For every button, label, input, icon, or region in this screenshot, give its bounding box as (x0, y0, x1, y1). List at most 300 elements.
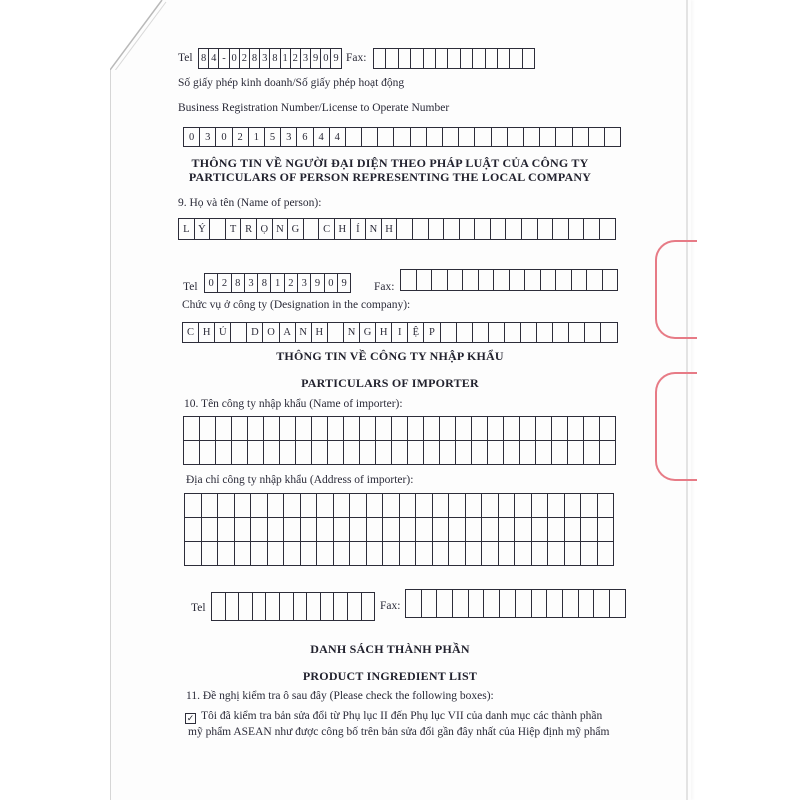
char-box[interactable] (563, 589, 579, 618)
char-box[interactable] (506, 218, 522, 240)
char-box[interactable]: R (241, 218, 257, 240)
char-box[interactable] (448, 48, 460, 69)
char-box[interactable] (284, 494, 301, 518)
char-box[interactable] (411, 127, 427, 147)
char-box[interactable] (232, 441, 248, 465)
char-box[interactable] (552, 441, 568, 465)
char-box[interactable] (548, 494, 565, 518)
char-box[interactable]: 3 (298, 273, 311, 293)
char-box[interactable] (218, 542, 235, 566)
char-box[interactable] (505, 322, 521, 343)
char-box[interactable] (284, 518, 301, 542)
char-box[interactable] (202, 542, 219, 566)
char-box[interactable]: 2 (291, 48, 301, 69)
importer-tel-boxes[interactable] (211, 592, 375, 621)
char-box[interactable] (264, 417, 280, 441)
char-box[interactable]: G (288, 218, 304, 240)
char-box[interactable]: H (335, 218, 351, 240)
char-box[interactable] (417, 269, 433, 291)
char-box[interactable] (463, 269, 479, 291)
char-box[interactable]: O (263, 322, 279, 343)
char-box[interactable]: I (392, 322, 408, 343)
char-box[interactable] (488, 417, 504, 441)
char-box[interactable]: 3 (281, 127, 297, 147)
char-box[interactable]: 2 (233, 127, 249, 147)
char-box[interactable] (210, 218, 226, 240)
char-box[interactable]: Ệ (408, 322, 424, 343)
char-box[interactable] (541, 269, 557, 291)
char-box[interactable] (460, 218, 476, 240)
char-box[interactable] (360, 417, 376, 441)
char-box[interactable] (374, 48, 386, 69)
char-box[interactable]: C (319, 218, 335, 240)
char-box[interactable] (328, 417, 344, 441)
char-box[interactable] (416, 494, 433, 518)
char-box[interactable]: 8 (258, 273, 271, 293)
char-box[interactable] (589, 127, 605, 147)
char-box[interactable]: 3 (301, 48, 311, 69)
char-box[interactable]: 4 (330, 127, 346, 147)
char-box[interactable] (296, 441, 312, 465)
char-box[interactable] (296, 417, 312, 441)
char-box[interactable] (362, 592, 376, 621)
char-box[interactable] (424, 48, 436, 69)
char-box[interactable] (437, 589, 453, 618)
char-box[interactable] (266, 592, 280, 621)
char-box[interactable] (522, 218, 538, 240)
char-box[interactable] (264, 441, 280, 465)
char-box[interactable] (510, 48, 522, 69)
char-box[interactable] (394, 127, 410, 147)
char-box[interactable]: 0 (184, 127, 200, 147)
char-box[interactable]: 4 (314, 127, 330, 147)
char-box[interactable]: D (247, 322, 263, 343)
char-box[interactable] (482, 494, 499, 518)
char-box[interactable] (556, 127, 572, 147)
char-box[interactable] (448, 269, 464, 291)
char-box[interactable] (334, 494, 351, 518)
char-box[interactable] (486, 48, 498, 69)
char-box[interactable]: 9 (311, 48, 321, 69)
char-box[interactable] (411, 48, 423, 69)
char-box[interactable]: 8 (199, 48, 209, 69)
top-tel-boxes[interactable] (198, 48, 342, 69)
char-box[interactable] (334, 518, 351, 542)
char-box[interactable] (494, 269, 510, 291)
char-box[interactable] (350, 542, 367, 566)
char-box[interactable] (367, 542, 384, 566)
char-box[interactable]: 3 (200, 127, 216, 147)
char-box[interactable] (585, 322, 601, 343)
char-box[interactable] (500, 589, 516, 618)
char-box[interactable] (304, 218, 320, 240)
char-box[interactable] (185, 542, 202, 566)
char-box[interactable] (424, 441, 440, 465)
designation-boxes[interactable] (182, 322, 618, 343)
char-box[interactable] (235, 518, 252, 542)
char-box[interactable] (610, 589, 626, 618)
char-box[interactable] (456, 441, 472, 465)
char-box[interactable]: 6 (297, 127, 313, 147)
char-box[interactable] (466, 518, 483, 542)
char-box[interactable] (598, 542, 615, 566)
char-box[interactable]: 1 (281, 48, 291, 69)
char-box[interactable] (598, 518, 615, 542)
char-box[interactable] (532, 518, 549, 542)
char-box[interactable] (472, 417, 488, 441)
char-box[interactable] (579, 589, 595, 618)
char-box[interactable] (427, 127, 443, 147)
char-box[interactable] (185, 518, 202, 542)
char-box[interactable] (520, 417, 536, 441)
char-box[interactable] (202, 518, 219, 542)
char-box[interactable] (383, 518, 400, 542)
char-box[interactable] (598, 494, 615, 518)
char-box[interactable] (334, 542, 351, 566)
char-box[interactable] (569, 322, 585, 343)
char-box[interactable]: 1 (249, 127, 265, 147)
char-box[interactable] (532, 589, 548, 618)
char-box[interactable] (350, 494, 367, 518)
char-box[interactable] (573, 127, 589, 147)
char-box[interactable] (350, 518, 367, 542)
char-box[interactable]: P (424, 322, 440, 343)
char-box[interactable] (392, 441, 408, 465)
char-box[interactable] (226, 592, 240, 621)
char-box[interactable]: C (183, 322, 199, 343)
char-box[interactable] (383, 494, 400, 518)
char-box[interactable] (538, 218, 554, 240)
char-box[interactable]: 0 (230, 48, 240, 69)
char-box[interactable] (600, 417, 616, 441)
char-box[interactable] (532, 494, 549, 518)
char-box[interactable] (553, 218, 569, 240)
char-box[interactable] (360, 441, 376, 465)
char-box[interactable] (443, 127, 459, 147)
char-box[interactable] (600, 218, 616, 240)
char-box[interactable]: N (366, 218, 382, 240)
char-box[interactable] (218, 494, 235, 518)
char-box[interactable]: H (382, 218, 398, 240)
char-box[interactable] (301, 542, 318, 566)
char-box[interactable] (484, 589, 500, 618)
char-box[interactable] (235, 542, 252, 566)
char-box[interactable] (383, 542, 400, 566)
char-box[interactable] (307, 592, 321, 621)
char-box[interactable] (565, 542, 582, 566)
char-box[interactable] (424, 417, 440, 441)
char-box[interactable] (568, 441, 584, 465)
char-box[interactable] (449, 494, 466, 518)
char-box[interactable] (408, 417, 424, 441)
char-box[interactable]: 0 (321, 48, 331, 69)
char-box[interactable] (537, 322, 553, 343)
char-box[interactable] (440, 441, 456, 465)
char-box[interactable] (334, 592, 348, 621)
char-box[interactable] (492, 127, 508, 147)
char-box[interactable] (473, 322, 489, 343)
char-box[interactable]: 1 (271, 273, 284, 293)
char-box[interactable] (436, 48, 448, 69)
char-box[interactable] (510, 269, 526, 291)
char-box[interactable] (376, 417, 392, 441)
char-box[interactable] (601, 322, 617, 343)
char-box[interactable] (440, 417, 456, 441)
char-box[interactable] (413, 218, 429, 240)
char-box[interactable]: L (179, 218, 195, 240)
char-box[interactable] (251, 494, 268, 518)
char-box[interactable] (268, 542, 285, 566)
char-box[interactable] (280, 417, 296, 441)
char-box[interactable] (565, 518, 582, 542)
char-box[interactable] (416, 518, 433, 542)
char-box[interactable] (362, 127, 378, 147)
char-box[interactable] (348, 592, 362, 621)
importer-name-boxes[interactable] (183, 416, 616, 465)
char-box[interactable]: N (296, 322, 312, 343)
representative-tel-boxes[interactable] (204, 273, 351, 293)
char-box[interactable] (321, 592, 335, 621)
char-box[interactable] (344, 441, 360, 465)
char-box[interactable] (268, 494, 285, 518)
char-box[interactable] (553, 322, 569, 343)
char-box[interactable] (328, 441, 344, 465)
char-box[interactable] (184, 417, 200, 441)
char-box[interactable]: N (273, 218, 289, 240)
char-box[interactable] (548, 518, 565, 542)
char-box[interactable]: G (360, 322, 376, 343)
char-box[interactable] (328, 322, 344, 343)
char-box[interactable] (367, 518, 384, 542)
char-box[interactable] (508, 127, 524, 147)
char-box[interactable] (491, 218, 507, 240)
char-box[interactable] (401, 269, 417, 291)
importer-address-boxes[interactable] (184, 493, 614, 566)
char-box[interactable] (422, 589, 438, 618)
char-box[interactable] (200, 417, 216, 441)
char-box[interactable] (441, 322, 457, 343)
char-box[interactable] (600, 441, 616, 465)
char-box[interactable] (301, 518, 318, 542)
char-box[interactable] (444, 218, 460, 240)
representative-name-boxes[interactable] (178, 218, 616, 240)
char-box[interactable] (449, 542, 466, 566)
char-box[interactable] (456, 417, 472, 441)
char-box[interactable] (248, 441, 264, 465)
char-box[interactable] (466, 494, 483, 518)
char-box[interactable] (216, 417, 232, 441)
char-box[interactable]: - (219, 48, 229, 69)
char-box[interactable]: Ý (195, 218, 211, 240)
char-box[interactable] (400, 494, 417, 518)
char-box[interactable] (524, 127, 540, 147)
char-box[interactable] (515, 494, 532, 518)
char-box[interactable] (453, 589, 469, 618)
char-box[interactable] (520, 441, 536, 465)
char-box[interactable] (461, 48, 473, 69)
char-box[interactable] (466, 542, 483, 566)
char-box[interactable] (581, 518, 598, 542)
char-box[interactable] (525, 269, 541, 291)
representative-fax-boxes[interactable] (400, 269, 618, 291)
char-box[interactable] (536, 441, 552, 465)
char-box[interactable] (581, 542, 598, 566)
char-box[interactable] (280, 592, 294, 621)
char-box[interactable]: 2 (285, 273, 298, 293)
char-box[interactable] (552, 417, 568, 441)
char-box[interactable] (432, 269, 448, 291)
char-box[interactable] (232, 417, 248, 441)
char-box[interactable] (584, 417, 600, 441)
char-box[interactable]: 9 (311, 273, 324, 293)
char-box[interactable] (504, 417, 520, 441)
char-box[interactable] (312, 417, 328, 441)
char-box[interactable] (367, 494, 384, 518)
char-box[interactable]: 2 (240, 48, 250, 69)
char-box[interactable]: 0 (325, 273, 338, 293)
char-box[interactable] (216, 441, 232, 465)
char-box[interactable] (479, 269, 495, 291)
char-box[interactable] (499, 494, 516, 518)
char-box[interactable] (251, 518, 268, 542)
char-box[interactable] (469, 589, 485, 618)
char-box[interactable] (565, 494, 582, 518)
char-box[interactable] (433, 494, 450, 518)
char-box[interactable] (317, 542, 334, 566)
char-box[interactable] (475, 218, 491, 240)
char-box[interactable] (516, 589, 532, 618)
char-box[interactable] (568, 417, 584, 441)
char-box[interactable] (488, 441, 504, 465)
char-box[interactable] (212, 592, 226, 621)
char-box[interactable] (251, 542, 268, 566)
char-box[interactable]: 4 (209, 48, 219, 69)
char-box[interactable] (499, 542, 516, 566)
char-box[interactable] (584, 441, 600, 465)
char-box[interactable]: Ọ (257, 218, 273, 240)
char-box[interactable] (184, 441, 200, 465)
char-box[interactable] (399, 48, 411, 69)
char-box[interactable] (344, 417, 360, 441)
char-box[interactable] (317, 518, 334, 542)
char-box[interactable] (548, 542, 565, 566)
char-box[interactable] (284, 542, 301, 566)
char-box[interactable] (569, 218, 585, 240)
annex-checked-checkbox[interactable]: ✓ (186, 713, 195, 723)
char-box[interactable] (239, 592, 253, 621)
char-box[interactable] (200, 441, 216, 465)
char-box[interactable] (605, 127, 621, 147)
char-box[interactable]: H (199, 322, 215, 343)
char-box[interactable]: 0 (205, 273, 218, 293)
char-box[interactable] (433, 518, 450, 542)
char-box[interactable] (498, 48, 510, 69)
char-box[interactable] (515, 542, 532, 566)
char-box[interactable]: 2 (218, 273, 231, 293)
char-box[interactable] (416, 542, 433, 566)
char-box[interactable]: 8 (250, 48, 260, 69)
char-box[interactable]: 0 (216, 127, 232, 147)
char-box[interactable] (523, 48, 535, 69)
char-box[interactable] (473, 48, 485, 69)
char-box[interactable] (499, 518, 516, 542)
char-box[interactable]: Í (351, 218, 367, 240)
char-box[interactable] (504, 441, 520, 465)
char-box[interactable] (457, 322, 473, 343)
char-box[interactable] (392, 417, 408, 441)
char-box[interactable]: 3 (260, 48, 270, 69)
char-box[interactable]: T (226, 218, 242, 240)
char-box[interactable] (532, 542, 549, 566)
char-box[interactable] (346, 127, 362, 147)
char-box[interactable] (378, 127, 394, 147)
char-box[interactable] (449, 518, 466, 542)
importer-fax-boxes[interactable] (405, 589, 626, 618)
char-box[interactable] (472, 441, 488, 465)
char-box[interactable] (433, 542, 450, 566)
char-box[interactable] (231, 322, 247, 343)
char-box[interactable] (482, 542, 499, 566)
char-box[interactable] (400, 542, 417, 566)
char-box[interactable] (536, 417, 552, 441)
char-box[interactable] (185, 494, 202, 518)
char-box[interactable] (540, 127, 556, 147)
char-box[interactable]: 5 (265, 127, 281, 147)
char-box[interactable] (521, 322, 537, 343)
char-box[interactable] (253, 592, 267, 621)
char-box[interactable]: 8 (270, 48, 280, 69)
char-box[interactable] (202, 494, 219, 518)
char-box[interactable] (572, 269, 588, 291)
char-box[interactable] (459, 127, 475, 147)
char-box[interactable] (312, 441, 328, 465)
char-box[interactable] (301, 494, 318, 518)
char-box[interactable]: 8 (232, 273, 245, 293)
char-box[interactable] (406, 589, 422, 618)
char-box[interactable] (317, 494, 334, 518)
char-box[interactable] (581, 494, 598, 518)
char-box[interactable] (294, 592, 308, 621)
char-box[interactable]: N (344, 322, 360, 343)
char-box[interactable] (603, 269, 619, 291)
top-fax-boxes[interactable] (373, 48, 535, 69)
char-box[interactable] (584, 218, 600, 240)
char-box[interactable] (429, 218, 445, 240)
char-box[interactable] (397, 218, 413, 240)
char-box[interactable] (594, 589, 610, 618)
char-box[interactable] (235, 494, 252, 518)
char-box[interactable] (515, 518, 532, 542)
char-box[interactable]: 9 (331, 48, 341, 69)
char-box[interactable] (280, 441, 296, 465)
char-box[interactable] (475, 127, 491, 147)
char-box[interactable] (489, 322, 505, 343)
char-box[interactable] (248, 417, 264, 441)
char-box[interactable] (408, 441, 424, 465)
char-box[interactable] (400, 518, 417, 542)
char-box[interactable] (556, 269, 572, 291)
char-box[interactable]: H (312, 322, 328, 343)
char-box[interactable] (218, 518, 235, 542)
char-box[interactable]: 3 (245, 273, 258, 293)
char-box[interactable] (376, 441, 392, 465)
char-box[interactable]: H (376, 322, 392, 343)
char-box[interactable] (482, 518, 499, 542)
char-box[interactable]: Ủ (215, 322, 231, 343)
license-number-boxes[interactable] (183, 127, 621, 147)
char-box[interactable]: A (280, 322, 296, 343)
char-box[interactable] (547, 589, 563, 618)
